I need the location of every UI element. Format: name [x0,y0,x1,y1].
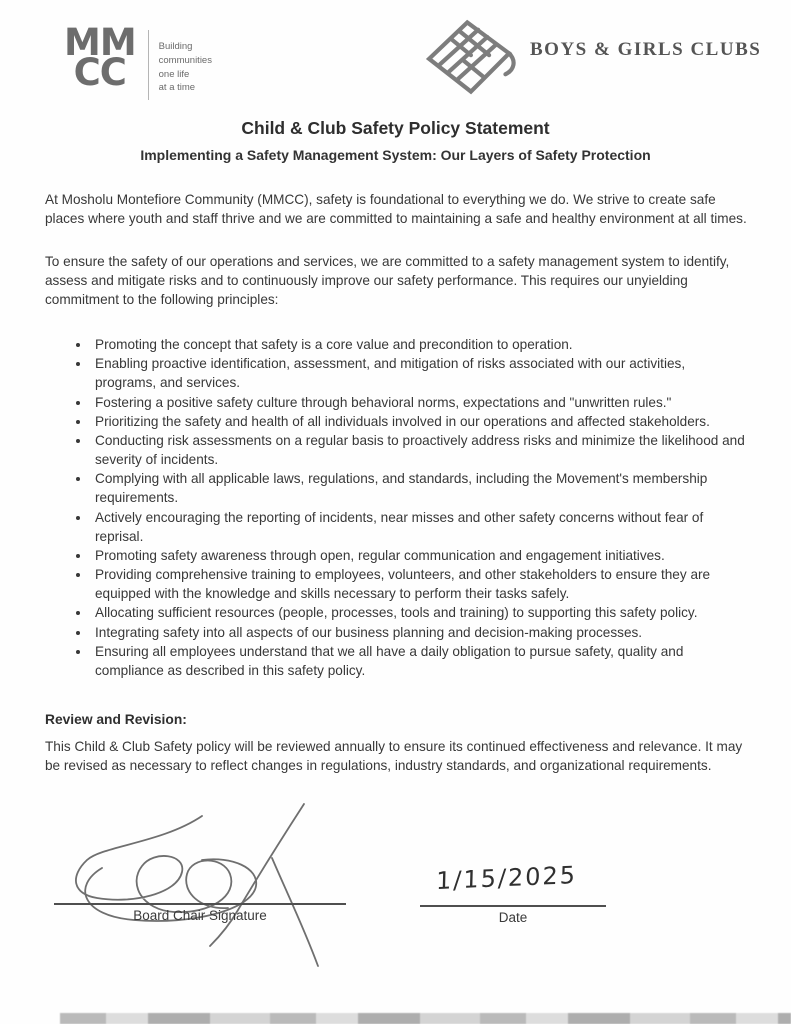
signature-label: Board Chair Signature [133,908,267,923]
scan-artifact-strip [60,1013,791,1024]
logo-divider [148,30,149,100]
mmcc-tagline [159,28,212,95]
review-revision-heading: Review and Revision: [45,711,187,727]
tagline-line: communities [158,54,212,66]
list-item: • Conducting risk assessments on a regular basis to proactively address risks and minimize the likelihood and severity of incidents. [91,431,747,469]
signature-scribble [42,798,372,978]
safety-principles-list [73,335,747,680]
list-item: • Providing comprehensive training to employees, volunteers, and other stakeholders to ensure they are equipped with the knowledge and skills necessary to perform their tasks safely. [91,565,747,603]
list-item: • Prioritizing the safety and health of all individuals involved in our operations and affected stakeholders. [91,412,747,431]
list-item: • Enabling proactive identification, assessment, and mitigation of risks associated with our activities, programs, and services. [91,354,747,392]
list-item: • Fostering a positive safety culture through behavioral norms, expectations and "unwritten rules." [91,393,747,412]
list-item: • Integrating safety into all aspects of our business planning and decision-making processes. [91,623,747,642]
mmcc-letters-bottom: CC [73,51,126,95]
document-body [45,190,747,775]
tagline-line: one life [158,68,190,80]
list-item: • Complying with all applicable laws, regulations, and standards, including the Movement's membership requirements. [91,469,747,507]
page-subtitle: Implementing a Safety Management System: Our Layers of Safety Protection [140,147,651,163]
list-item: • Promoting safety awareness through open, regular communication and engagement initiatives. [91,546,747,565]
mmcc-logo [64,21,212,100]
handwritten-date: 1/15/2025 [435,860,578,896]
list-item: • Ensuring all employees understand that we all have a daily obligation to pursue safety, quality and compliance as described in this safety policy. [91,642,747,680]
boys-girls-clubs-icon [420,16,520,98]
document-header [0,21,791,124]
date-label: Date [498,910,528,925]
list-item: • Allocating sufficient resources (people, processes, tools and training) to supporting this safety policy. [91,603,747,622]
mmcc-logo-letters [64,21,136,95]
list-item: • Promoting the concept that safety is a core value and precondition to operation. [91,335,747,354]
page-title: Child & Club Safety Policy Statement [241,118,550,138]
boys-girls-clubs-logo [420,16,761,98]
intro-paragraph: At Mosholu Montefiore Community (MMCC), safety is foundational to everything we do. We strive to create safe places where youth and staff thrive and we are committed to maintaining a safe and healthy environment at all times. [45,192,747,227]
date-line [420,905,606,907]
tagline-line: Building [158,41,193,52]
list-item: • Actively encouraging the reporting of incidents, near misses and other safety concerns without fear of reprisal. [91,508,747,546]
tagline-line: at a time [158,82,196,94]
signature-line [54,903,346,905]
intro-paragraph: To ensure the safety of our operations and services, we are committed to a safety management system to identify, assess and mitigate risks and to continuously improve our safety performance. This requires our unyielding commitment to the following principles: [45,254,730,308]
mmcc-letters-top: MM [64,21,136,64]
boys-girls-clubs-wordmark: BOYS & GIRLS CLUBS [530,39,762,60]
review-revision-paragraph: This Child & Club Safety policy will be reviewed annually to ensure its continued effectiveness and relevance. It may be revised as necessary to reflect changes in regulations, industry standards, and organizational requirements. [45,739,743,774]
